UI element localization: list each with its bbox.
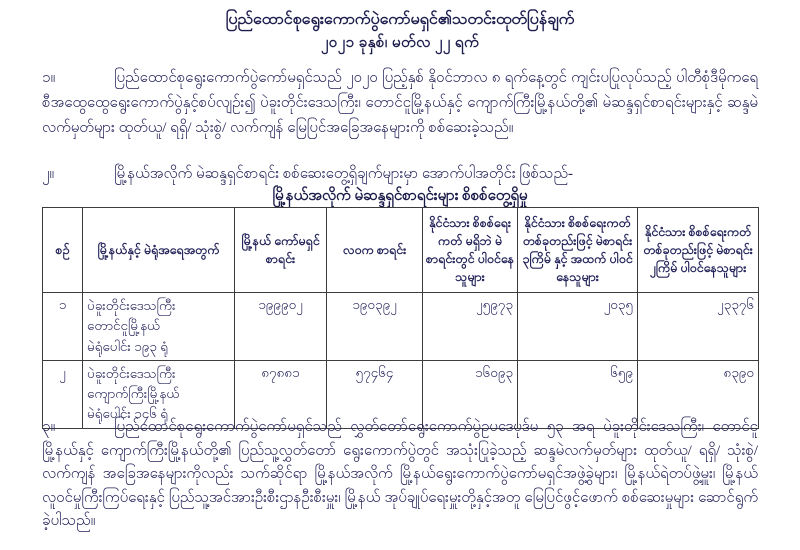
township-name: တောင်ငူမြို့နယ် bbox=[87, 318, 161, 334]
paragraph-3-text: ပြည်ထောင်စုရွေးကောက်ပွဲကော်မရှင်သည် လွှတ်တော်ရွေးကောက်ပွဲဥပဒေပုဒ်မ ၅၃ အရ ပဲခူးတိုင်းဒေသကြီး၊ တောင်ငူမြို့နယ်နှင့် ကျောက်ကြီးမြို့နယ်တို့၏ ပြည်သူ့လွှတ်တော် ရွေးကောက်ပွဲတွင် အသုံးပြုခဲ့သည့် ဆန္ဒမဲလက်မှတ်များ ထုတ်ယူ/ ရရှိ/ သုံးစွဲ/ လက်ကျန် အခြေအနေများကိုလည်း သက်ဆိုင်ရာ မြို့နယ်အလိုက် မြို့နယ်ရွေးကောက်ပွဲကော်မရှင်အဖွဲ့ခွဲများ၊ မြို့နယ်ရဲတပ်ဖွဲ့မှူး၊ မြို့နယ်လူဝင်မှုကြီးကြပ်ရေးနှင့် ပြည်သူ့အင်အားဦးစီးဌာနဦးစီးမှူး၊ မြို့နယ် အုပ်ချုပ်ရေးမှူးတို့နှင့်အတူ မြေပြင်ဖွင့်ဖောက် စစ်ဆေးမှုများ ဆောင်ရွက်ခဲ့ပါသည်။ bbox=[42, 419, 758, 529]
header-two-times: နိုင်ငံသား စိစစ်ရေးကတ် တစ်ခုတည်းဖြင့် မဲစာရင်း ၂ကြိမ် ပါဝင်နေသူများ bbox=[638, 208, 759, 293]
table-row bbox=[43, 293, 759, 361]
header-three-plus-times: နိုင်ငံသား စိစစ်ရေးကတ် တစ်ခုတည်းဖြင့် မဲစာရင်း ၃ကြိမ် နှင့် အထက် ပါဝင်နေသူများ bbox=[518, 208, 638, 293]
immigration-list-value: ၁၉၀၃၉၂ bbox=[327, 293, 423, 361]
header-commission-list: မြို့နယ် ကော်မရှင် စာရင်း bbox=[235, 208, 327, 293]
immigration-list-value: ၅၇၄၆၄ bbox=[327, 360, 423, 428]
paragraph-1-text: ပြည်ထောင်စုရွေးကောက်ပွဲကော်မရှင်သည် ၂၀၂၀ ပြည့်နှစ် နိုဝင်ဘာလ ၈ ရက်နေ့တွင် ကျင်းပပြုလုပ်သည့် ပါတီစုံဒီမိုကရေစီအထွေထွေရွေးကောက်ပွဲနှင့်စပ်လျဉ်း၍ ပဲခူးတိုင်းဒေသကြီး၊ တောင်ငူမြို့နယ်နှင့် ကျောက်ကြီးမြို့နယ်တို့၏ မဲဆန္ဒရှင်စာရင်းများနှင့် ဆန္ဒမဲလက်မှတ်များ ထုတ်ယူ/ ရရှိ/ သုံးစွဲ/ လက်ကျန် မြေပြင်အခြေအနေများကို စစ်ဆေးခဲ့သည်။ bbox=[42, 70, 758, 136]
header-immigration-list: လဝက စာရင်း bbox=[327, 208, 423, 293]
table-header-row bbox=[43, 208, 759, 293]
two-times-value: ၈၃၉၀ bbox=[638, 360, 759, 428]
polling-station-count: မဲရုံပေါင်း ၁၉၃ ရုံ bbox=[87, 338, 169, 354]
commission-list-value: ၁၉၉၉၀၂ bbox=[235, 293, 327, 361]
polling-station-count: မဲရုံပေါင်း ၁၄၆ ရုံ bbox=[87, 406, 169, 422]
paragraph-1 bbox=[42, 66, 758, 141]
commission-list-value: ၈၇၈၈၁ bbox=[235, 360, 327, 428]
paragraph-2 bbox=[42, 163, 758, 186]
row-serial: ၁ bbox=[43, 293, 83, 361]
township-region: ပဲခူးတိုင်းဒေသကြီး bbox=[87, 365, 176, 381]
township-cell bbox=[83, 293, 235, 361]
paragraph-2-text: မြို့နယ်အလိုက် မဲဆန္ဒရှင်စာရင်း စစ်ဆေးတွေ့ရှိချက်များမှာ အောက်ပါအတိုင်း ဖြစ်သည်- bbox=[114, 166, 573, 182]
township-name: ကျောက်ကြီးမြို့နယ် bbox=[87, 386, 180, 401]
paragraph-3 bbox=[42, 416, 758, 534]
three-plus-times-value: ၂၀၃၅ bbox=[518, 293, 638, 361]
document-title: ပြည်ထောင်စုရွေးကောက်ပွဲကော်မရှင်၏သတင်းထုတ်ပြန်ချက် bbox=[225, 11, 575, 28]
header-serial: စဉ် bbox=[43, 208, 83, 293]
document-date: ၂၀၂၁ ခုနှစ်၊ မတ်လ ၂၂ ရက် bbox=[320, 35, 480, 51]
header-no-citizenship-card: နိုင်ငံသား စိစစ်ရေးကတ် မရှိဘဲ မဲစာရင်းတွင် ပါဝင်နေသူများ bbox=[423, 208, 518, 293]
paragraph-3-number: ၃။ bbox=[42, 419, 55, 435]
row-serial: ၂ bbox=[43, 360, 83, 428]
voter-list-findings-table bbox=[42, 207, 759, 429]
no-card-value: ၂၅၉၇၃ bbox=[423, 293, 518, 361]
no-card-value: ၁၆၀၉၃ bbox=[423, 360, 518, 428]
paragraph-1-number: ၁။ bbox=[42, 70, 55, 86]
three-plus-times-value: ၆၅၉ bbox=[518, 360, 638, 428]
paragraph-2-number: ၂။ bbox=[42, 166, 54, 182]
header-township-polling-stations: မြို့နယ်နှင့် မဲရုံအရေအတွက် bbox=[83, 208, 235, 293]
table-title: မြို့နယ်အလိုက် မဲဆန္ဒရှင်စာရင်းများ စိစစ်တွေ့ရှိမှု bbox=[272, 188, 528, 204]
township-region: ပဲခူးတိုင်းဒေသကြီး bbox=[87, 298, 176, 313]
two-times-value: ၂၃၃၇၆ bbox=[638, 293, 759, 361]
